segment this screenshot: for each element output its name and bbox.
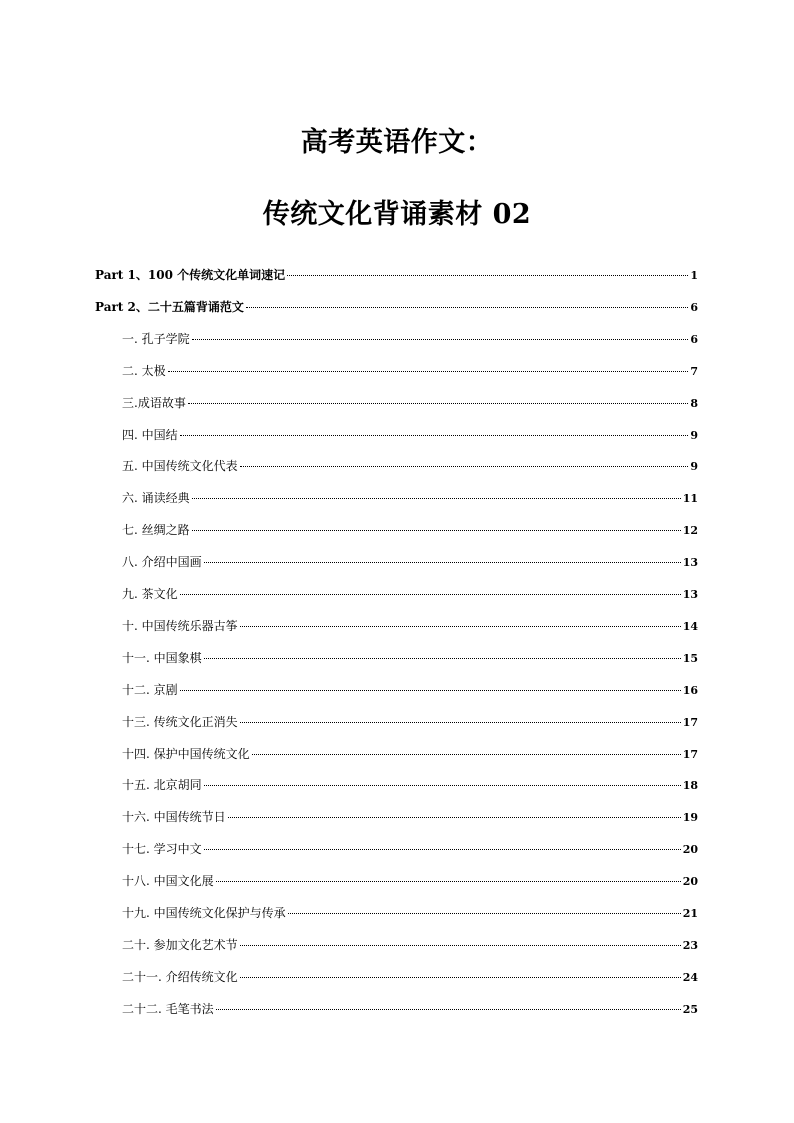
toc-entry-label: Part 1、100 个传统文化单词速记	[95, 268, 286, 282]
toc-dot-leader	[246, 307, 688, 308]
toc-entry-label: 二十一. 介绍传统文化	[122, 969, 238, 984]
toc-entry-page-number: 24	[682, 970, 698, 984]
toc-entry[interactable]	[122, 871, 698, 891]
toc-entry[interactable]	[122, 329, 698, 349]
toc-entry-page-number: 20	[682, 875, 698, 889]
toc-entry-page-number: 1	[690, 269, 698, 282]
toc-entry-label: Part 2、二十五篇背诵范文	[95, 299, 244, 314]
toc-dot-leader	[216, 1009, 681, 1010]
toc-entry-page-number: 16	[682, 683, 698, 697]
toc-entry-label: 十九. 中国传统文化保护与传承	[122, 906, 286, 920]
toc-dot-leader	[240, 626, 681, 627]
toc-dot-leader	[252, 754, 681, 755]
document-title-line-2: 传统文化背诵素材 02	[262, 199, 532, 230]
toc-entry-label: 二. 太极	[122, 363, 166, 378]
toc-entry-label: 十七. 学习中文	[122, 842, 202, 857]
toc-entry[interactable]	[122, 393, 698, 413]
toc-entry[interactable]	[122, 903, 698, 923]
toc-entry-page-number: 21	[682, 907, 698, 920]
toc-entry-label: 八. 介绍中国画	[122, 555, 202, 570]
toc-entry-label: 七. 丝绸之路	[122, 523, 190, 538]
toc-entry-page-number: 11	[682, 492, 698, 506]
toc-entry-page-number: 13	[682, 556, 698, 570]
toc-entry-label: 十四. 保护中国传统文化	[122, 746, 250, 761]
toc-entry-page-number: 20	[682, 843, 698, 857]
toc-entry-label: 十. 中国传统乐器古筝	[122, 618, 238, 633]
toc-entry[interactable]	[122, 520, 698, 540]
toc-entry[interactable]	[122, 807, 698, 827]
toc-entry-label: 五. 中国传统文化代表	[122, 459, 238, 474]
toc-entry[interactable]	[122, 456, 698, 476]
toc-dot-leader	[204, 849, 681, 850]
toc-entry-page-number: 12	[682, 524, 698, 538]
toc-entry-page-number: 17	[682, 747, 698, 761]
toc-entry-label: 六. 诵读经典	[122, 491, 190, 506]
toc-entry[interactable]	[122, 425, 698, 445]
toc-dot-leader	[240, 977, 681, 978]
toc-entry[interactable]	[122, 488, 698, 508]
toc-entry[interactable]	[122, 744, 698, 764]
toc-entry-label: 十五. 北京胡同	[122, 778, 202, 793]
toc-entry-label: 四. 中国结	[122, 427, 178, 442]
toc-entry[interactable]	[122, 584, 698, 604]
toc-entry[interactable]	[122, 967, 698, 987]
toc-entry-page-number: 18	[682, 779, 698, 793]
toc-entry[interactable]	[122, 839, 698, 859]
toc-dot-leader	[240, 466, 689, 467]
toc-entry[interactable]	[122, 680, 698, 700]
toc-entry-label: 九. 茶文化	[122, 587, 178, 601]
toc-dot-leader	[180, 594, 681, 595]
toc-entry-label: 十一. 中国象棋	[122, 650, 202, 665]
toc-entry-label: 二十. 参加文化艺术节	[122, 937, 238, 952]
toc-dot-leader	[180, 435, 689, 436]
toc-entry-page-number: 19	[682, 811, 698, 825]
toc-entry[interactable]	[122, 552, 698, 572]
toc-dot-leader	[192, 339, 689, 340]
toc-entry-page-number: 9	[690, 460, 698, 474]
toc-entry-page-number: 23	[682, 938, 698, 952]
toc-entry-page-number: 14	[682, 619, 698, 633]
toc-dot-leader	[168, 371, 689, 372]
toc-entry[interactable]	[95, 297, 698, 317]
toc-dot-leader	[192, 530, 681, 531]
toc-entry-page-number: 6	[690, 300, 698, 314]
toc-entry-page-number: 6	[690, 332, 698, 346]
toc-dot-leader	[216, 881, 681, 882]
toc-entry-page-number: 15	[682, 651, 698, 665]
toc-dot-leader	[204, 658, 681, 659]
toc-dot-leader	[204, 785, 681, 786]
toc-entry-page-number: 25	[682, 1002, 698, 1016]
toc-entry-label: 十二. 京剧	[122, 682, 178, 697]
toc-dot-leader	[180, 690, 681, 691]
toc-entry-page-number: 13	[682, 588, 698, 601]
toc-dot-leader	[192, 498, 681, 499]
toc-entry[interactable]	[122, 775, 698, 795]
document-title-line-1: 高考英语作文：	[300, 127, 494, 158]
toc-entry-label: 十三. 传统文化正消失	[122, 714, 238, 729]
toc-entry-page-number: 9	[690, 428, 698, 442]
toc-dot-leader	[287, 275, 688, 276]
toc-entry[interactable]	[122, 999, 698, 1019]
toc-entry-label: 十六. 中国传统节日	[122, 810, 226, 825]
toc-entry-page-number: 8	[690, 396, 698, 410]
toc-dot-leader	[240, 945, 681, 946]
toc-entry-page-number: 7	[690, 364, 698, 378]
toc-dot-leader	[188, 403, 689, 404]
toc-entry[interactable]	[122, 361, 698, 381]
toc-entry-page-number: 17	[682, 715, 698, 729]
toc-entry[interactable]	[122, 648, 698, 668]
toc-entry[interactable]	[122, 616, 698, 636]
toc-dot-leader	[240, 722, 681, 723]
toc-entry[interactable]	[122, 935, 698, 955]
toc-dot-leader	[228, 817, 681, 818]
toc-entry[interactable]	[95, 265, 698, 285]
toc-entry-label: 十八. 中国文化展	[122, 874, 214, 889]
toc-entry-label: 一. 孔子学院	[122, 331, 190, 346]
toc-entry-label: 二十二. 毛笔书法	[122, 1001, 214, 1016]
toc-entry[interactable]	[122, 712, 698, 732]
toc-dot-leader	[288, 913, 681, 914]
toc-dot-leader	[204, 562, 681, 563]
toc-entry-label: 三.成语故事	[122, 395, 186, 410]
